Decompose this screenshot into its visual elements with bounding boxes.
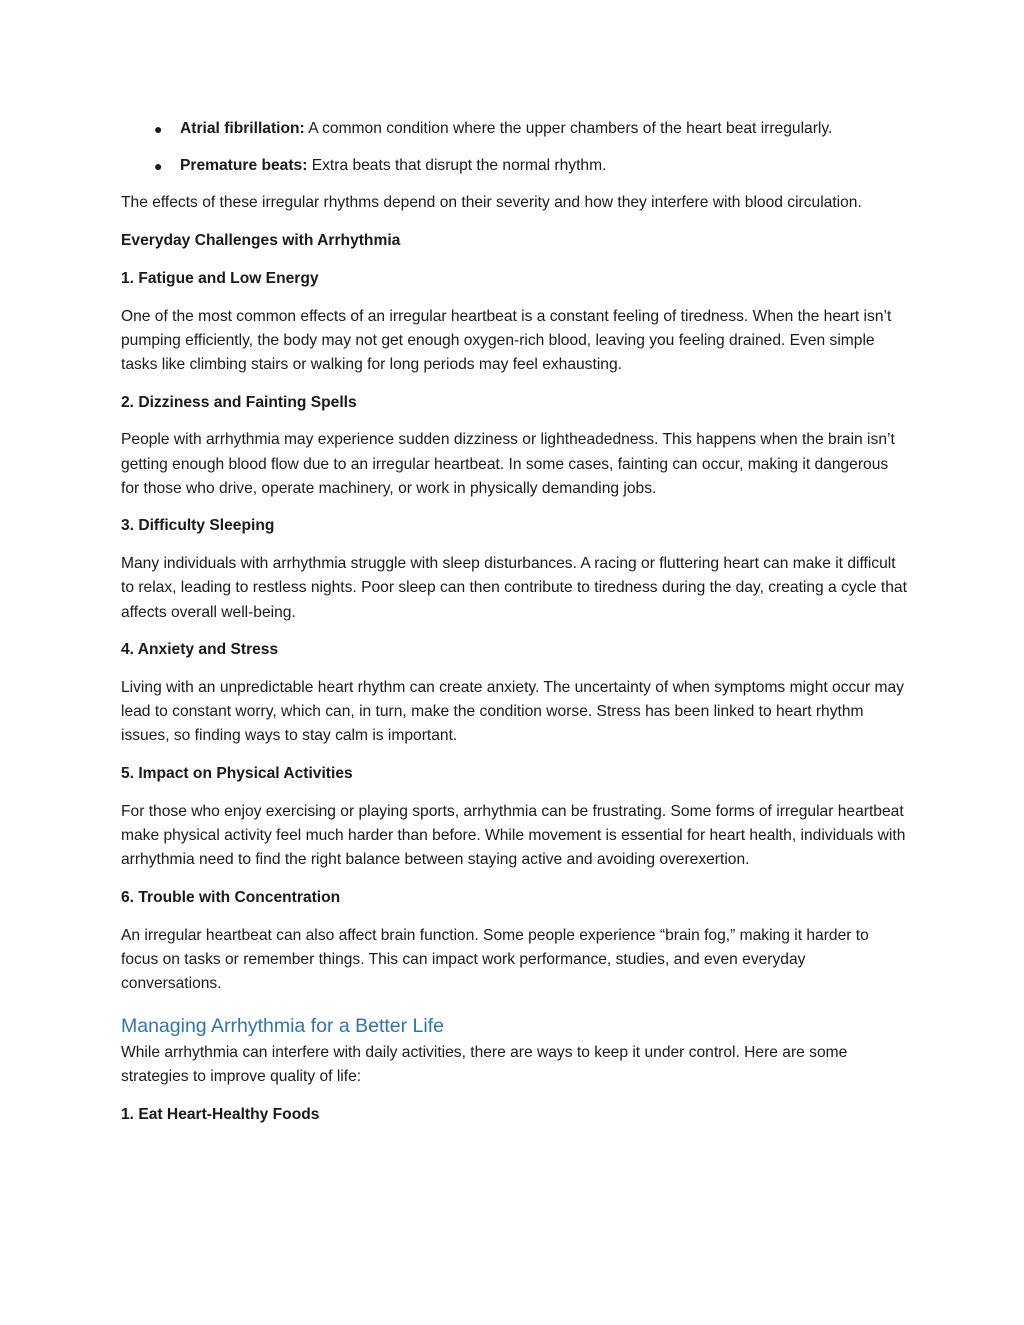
challenge-heading-3: 3. Difficulty Sleeping — [121, 517, 275, 535]
list-item — [121, 154, 907, 178]
list-item — [121, 117, 907, 141]
challenge-heading-6: 6. Trouble with Concentration — [121, 888, 341, 906]
challenge-heading-4: 4. Anxiety and Stress — [121, 641, 279, 659]
challenge-text-2: People with arrhythmia may experience sudden dizziness or lightheadedness. This happens when the brain isn’t getting enough blood flow due to an irregular heartbeat. In some cases, fainting can occur, making it dangerous for those who drive, operate machinery, or work in physically demanding jobs. — [121, 431, 895, 497]
bullet-icon: ● — [154, 158, 163, 175]
bullet-icon: ● — [154, 121, 163, 137]
challenge-heading-1: 1. Fatigue and Low Energy — [121, 269, 319, 287]
challenge-heading-5: 5. Impact on Physical Activities — [121, 765, 353, 783]
challenge-text-1: One of the most common effects of an irregular heartbeat is a constant feeling of tiredness. When the heart isn’t pumping efficiently, the body may not get enough oxygen-rich blood, leaving you feeling drained. Even simple tasks like climbing stairs or walking for long periods may feel exhausting. — [121, 307, 892, 373]
bullet-text: A common condition where the upper chambers of the heart beat irregularly. — [304, 120, 833, 137]
managing-item-1: 1. Eat Heart-Healthy Foods — [121, 1106, 320, 1124]
managing-intro: While arrhythmia can interfere with daily activities, there are ways to keep it under control. Here are some strategies to improve quality of life: — [121, 1044, 848, 1086]
bullet-term: Atrial fibrillation: — [180, 120, 305, 137]
challenge-text-5: For those who enjoy exercising or playing sports, arrhythmia can be frustrating. Some forms of irregular heartbeat make physical activity feel much harder than before. While movement is essential for heart health, individuals with arrhythmia need to find the right balance between staying active and avoiding overexertion. — [121, 802, 906, 869]
rhythm-type-list — [121, 117, 907, 178]
challenges-heading: Everyday Challenges with Arrhythmia — [121, 232, 401, 250]
challenge-heading-2: 2. Dizziness and Fainting Spells — [121, 393, 357, 411]
challenge-text-3: Many individuals with arrhythmia struggle with sleep disturbances. A racing or fluttering heart can make it difficult to relax, leading to restless nights. Poor sleep can then contribute to tiredness during the day, creating a cycle that affects overall well-being. — [121, 555, 907, 621]
bullet-term: Premature beats: — [180, 157, 308, 175]
managing-heading: Managing Arrhythmia for a Better Life — [121, 1015, 444, 1038]
bullet-text: Extra beats that disrupt the normal rhythm. — [307, 157, 607, 175]
intro-paragraph: The effects of these irregular rhythms depend on their severity and how they interfere with blood circulation. — [121, 194, 862, 212]
challenge-text-4: Living with an unpredictable heart rhythm can create anxiety. The uncertainty of when symptoms might occur may lead to constant worry, which can, in turn, make the condition worse. Stress has been linked to heart rhythm issues, so finding ways to stay calm is important. — [121, 678, 904, 745]
document-page — [121, 117, 907, 1141]
challenge-text-6: An irregular heartbeat can also affect brain function. Some people experience “brain fog,” making it harder to focus on tasks or remember things. This can impact work performance, studies, and even everyday conversations. — [121, 926, 869, 992]
